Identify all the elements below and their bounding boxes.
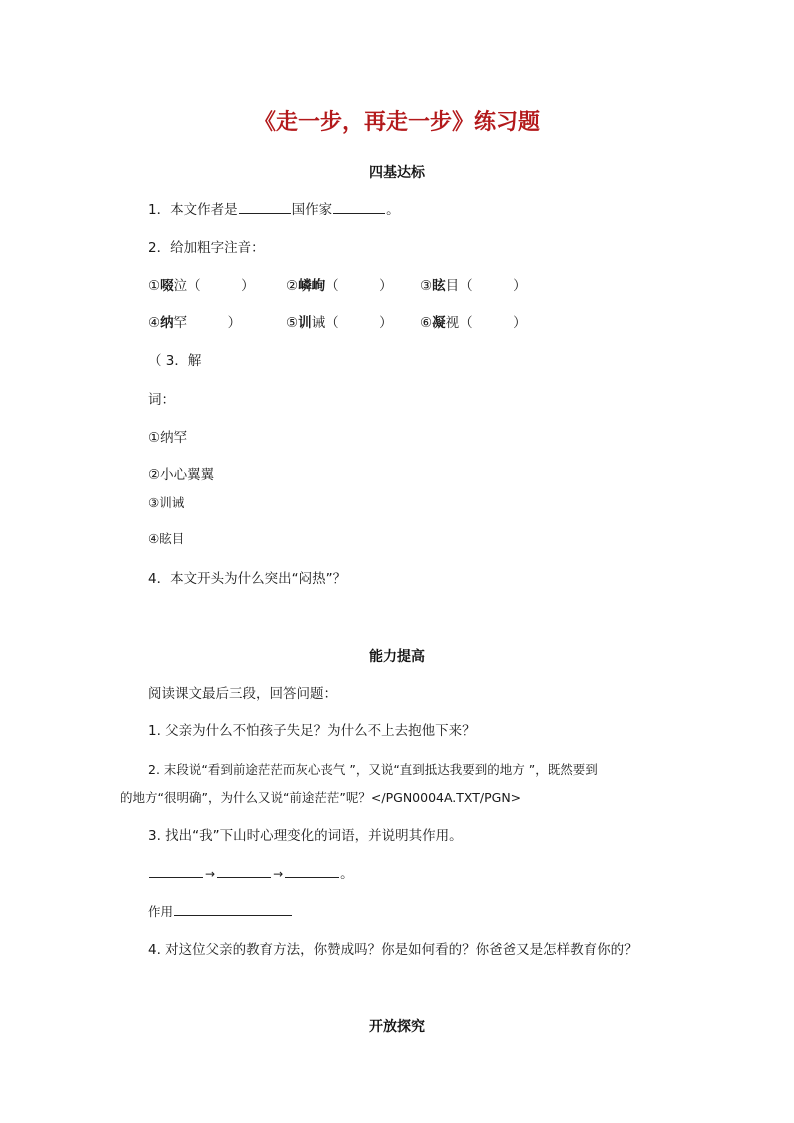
mood-change-chain [148,868,354,882]
item-marker: ⑥ [420,315,433,331]
item-marker: ④ [148,315,161,331]
question-1-text-a: 1．本文作者是 [148,202,238,218]
phonetic-item-2 [286,280,393,294]
reading-intro: 阅读课文最后三段，回答问题： [148,686,337,702]
phonetic-item-4 [148,317,241,331]
definition-item-1: ①纳罕 [148,430,188,446]
definition-item-2: ②小心翼翼 [148,467,215,483]
bold-char: 眩 [432,278,446,294]
question-1-text-b: 国作家 [291,202,333,218]
phonetic-item-1 [148,280,255,294]
definition-item-4: ④眩目 [148,531,185,546]
question-1-end: 。 [386,202,400,218]
plain-char: 泣 [173,278,188,294]
answer-paren[interactable]: （ ） [459,315,527,331]
phonetic-item-6 [420,317,527,331]
end-mark: 。 [340,866,354,882]
item-marker: ③ [420,278,433,294]
section-heading-basics: 四基达标 [369,165,425,181]
question-4: 4．本文开头为什么突出“闷热”？ [148,571,347,587]
question-3-line-1: （ 3．解 [148,353,202,369]
plain-char: 诫 [311,315,326,331]
question-1 [148,204,400,218]
answer-paren[interactable]: （ ） [325,315,393,331]
plain-char: 罕 [173,315,188,331]
answer-blank-author[interactable] [239,212,291,214]
bold-char: 凝 [432,315,446,331]
ability-question-1: 1. 父亲为什么不怕孩子失足？为什么不上去抱他下来？ [148,723,476,739]
bold-char: 嶙峋 [298,278,326,294]
question-3-line-2: 词： [148,392,175,408]
item-marker: ① [148,278,161,294]
section-heading-ability: 能力提高 [369,649,425,665]
bold-char: 啜 [160,278,174,294]
answer-blank-nationality[interactable] [333,212,385,214]
ability-question-3: 3. 找出“我”下山时心理变化的词语，并说明其作用。 [148,828,463,844]
item-marker: ② [286,278,299,294]
effect-label: 作用 [148,904,174,919]
phonetic-item-5 [286,317,393,331]
section-heading-open: 开放探究 [369,1019,425,1035]
question-2: 2．给加粗字注音： [148,240,265,256]
plain-char: 目 [445,278,460,294]
answer-blank-mood-3[interactable] [285,876,339,878]
answer-paren[interactable]: （ ） [325,278,393,294]
plain-char: 视 [445,315,460,331]
arrow-icon: → [273,867,284,881]
answer-paren[interactable]: ） [187,315,242,331]
answer-paren[interactable]: （ ） [459,278,527,294]
ability-question-2-line-1: 2. 末段说“看到前途茫茫而灰心丧气 ”，又说“直到抵达我要到的地方 ”，既然要到 [148,762,598,777]
document-title: 《走一步，再走一步》练习题 [253,109,540,135]
bold-char: 训 [298,315,312,331]
arrow-icon: → [205,867,216,881]
ability-question-4: 4. 对这位父亲的教育方法，你赞成吗？你是如何看的？你爸爸又是怎样教育你的？ [148,942,638,958]
item-marker: ⑤ [286,315,299,331]
phonetic-item-3 [420,280,527,294]
bold-char: 纳 [160,315,174,331]
ability-question-2-line-2: 的地方“很明确”，为什么又说“前途茫茫”呢？</PGN0004A.TXT/PGN> [120,790,522,805]
answer-blank-mood-1[interactable] [149,876,203,878]
answer-blank-mood-2[interactable] [217,876,271,878]
answer-paren[interactable]: （ ） [187,278,255,294]
definition-item-3: ③训诫 [148,495,185,510]
effect-line [148,906,293,919]
answer-blank-effect[interactable] [174,914,292,916]
